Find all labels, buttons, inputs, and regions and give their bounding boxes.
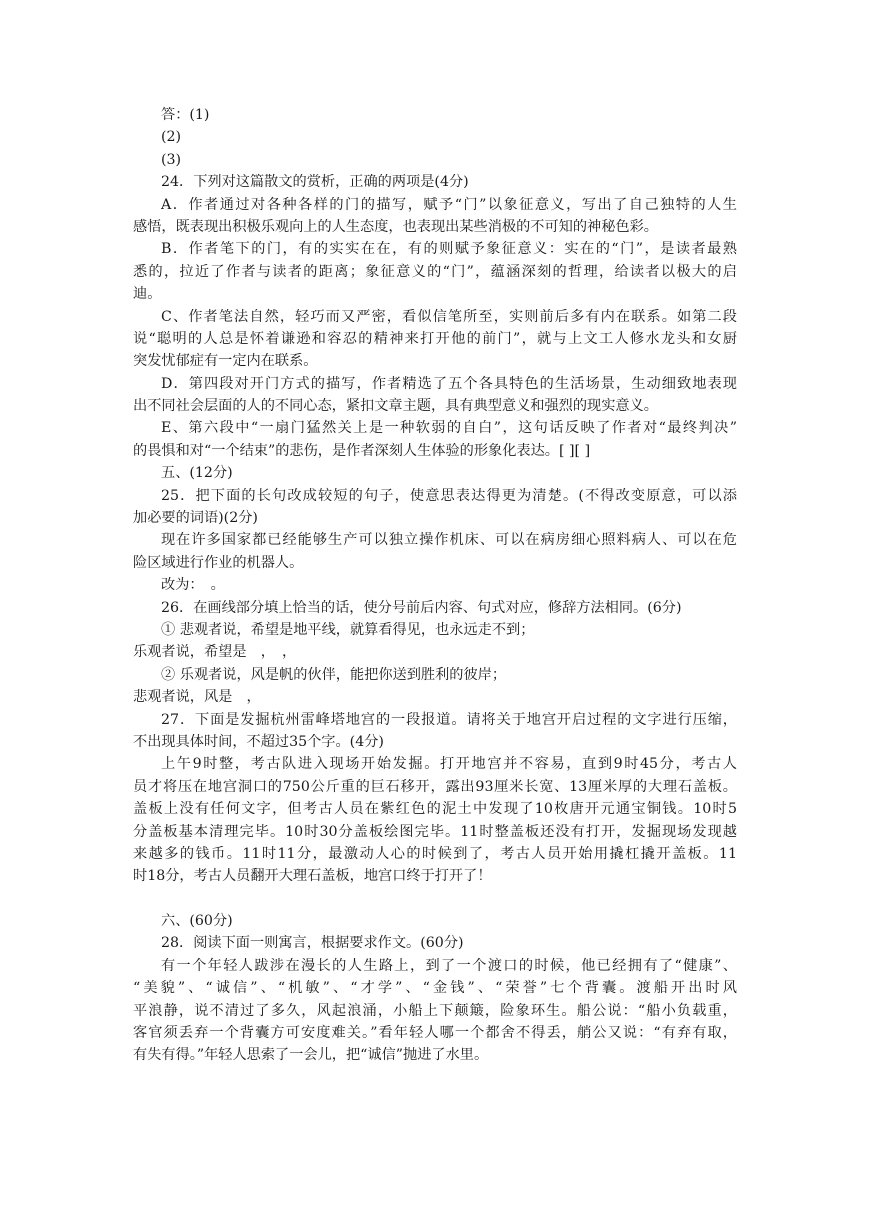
answer-label: 答：(1) xyxy=(161,107,210,123)
option-d-line-1: D．第四段对开门方式的描写，作者精选了五个各具特色的生活场景，生动细致地表现 xyxy=(161,375,737,392)
question-24-prompt: 24．下列对这篇散文的赏析，正确的两项是(4分) xyxy=(161,174,469,191)
document-body xyxy=(133,104,737,1067)
option-a-line-2: 感悟，既表现出积极乐观向上的人生态度，也表现出某些消极的不可知的神秘色彩。 xyxy=(133,218,658,235)
question-25-line-1: 25．把下面的长句改成较短的句子，使意思表达得更为清楚。(不得改变原意，可以添 xyxy=(161,487,737,504)
option-e-line-1: E、第六段中“一扇门猛然关上是一种软弱的自白”，这句话反映了作者对“最终判决” xyxy=(161,420,737,437)
fable-line-2: “美貌”、“诚信”、“机敏”、“才学”、“金钱”、“荣誉”七个背囊。渡船开出时风 xyxy=(133,980,737,997)
option-a-line-1: A．作者通过对各种各样的门的描写，赋予“门”以象征意义，写出了自己独特的人生 xyxy=(161,196,737,213)
option-b-line-2: 悉的，拉近了作者与读者的距离；象征意义的“门”，蕴涵深刻的哲理，给读者以极大的启 xyxy=(133,263,737,280)
report-line-6: 时18分，考古人员翻开大理石盖板，地宫口终于打开了！ xyxy=(133,868,492,885)
option-c-line-2: 说“聪明的人总是怀着谦逊和容忍的精神来打开他的前门”，就与上文工人修水龙头和女厨 xyxy=(133,330,737,347)
option-c-line-1: C、作者笔法自然，轻巧而又严密，看似信笔所至，实则前后多有内在联系。如第二段 xyxy=(161,308,737,325)
report-line-3: 盖板上没有任何文字，但考古人员在紫红色的泥土中发现了10枚唐开元通宝铜钱。10时5 xyxy=(133,801,737,818)
option-b-line-1: B．作者笔下的门，有的实实在在，有的则赋予象征意义：实在的“门”，是读者最熟 xyxy=(161,241,737,258)
fable-line-5: 有失有得。”年轻人思索了一会儿，把“诚信”抛进了水里。 xyxy=(133,1047,489,1064)
question-25-sentence-line-1: 现在许多国家都已经能够生产可以独立操作机床、可以在病房细心照料病人、可以在危 xyxy=(161,532,737,549)
report-line-1: 上午9时整，考古队进入现场开始发掘。打开地宫并不容易，直到9时45分，考古人 xyxy=(161,756,737,773)
question-26-item-2: ② 乐观者说，风是帆的伙伴，能把你送到胜利的彼岸； xyxy=(161,666,507,683)
question-25-sentence-line-2: 险区域进行作业的机器人。 xyxy=(133,554,304,571)
question-26-item-1-blank: 乐观者说，希望是 ， ， xyxy=(133,644,297,661)
question-28-prompt: 28．阅读下面一则寓言，根据要求作文。(60分) xyxy=(161,935,464,952)
fable-line-4: 客官须丢弃一个背囊方可安度难关。”看年轻人哪一个都舍不得丢，艄公又说：“有弃有取， xyxy=(133,1025,737,1042)
report-line-4: 分盖板基本清理完毕。10时30分盖板绘图完毕。11时整盖板还没有打开，发掘现场发现越 xyxy=(133,823,737,840)
option-c-line-3: 突发忧郁症有一定内在联系。 xyxy=(133,353,318,370)
option-e-line-2: 的畏惧和对“一个结束”的悲伤，是作者深刻人生体验的形象化表达。[ ][ ] xyxy=(133,442,591,459)
question-26-prompt: 26．在画线部分填上恰当的话，使分号前后内容、句式对应，修辞方法相同。(6分) xyxy=(161,599,682,616)
question-25-answer: 改为： 。 xyxy=(161,577,225,594)
question-27-line-2: 不出现具体时间，不超过35个字。(4分) xyxy=(133,733,384,750)
blank-spacer xyxy=(133,888,737,910)
question-25-line-2: 加必要的词语)(2分) xyxy=(133,510,258,527)
report-line-5: 来越多的钱币。11时11分，最激动人心的时候到了，考古人员开始用撬杠撬开盖板。11 xyxy=(133,845,737,862)
question-26-item-1: ① 悲观者说，希望是地平线，就算看得见，也永远走不到； xyxy=(161,621,535,638)
option-b-line-3: 迪。 xyxy=(133,286,162,303)
section-5-heading: 五、(12分) xyxy=(161,465,233,482)
report-line-2: 员才将压在地宫洞口的750公斤重的巨石移开，露出93厘米长宽、13厘米厚的大理石盖板。 xyxy=(133,778,737,795)
fable-line-1: 有一个年轻人跋涉在漫长的人生路上，到了一个渡口的时候，他已经拥有了“健康”、 xyxy=(161,957,737,974)
section-6-heading: 六、(60分) xyxy=(161,913,233,930)
question-26-item-2-blank: 悲观者说，风是 ， xyxy=(133,689,261,706)
answer-line-3: (3) xyxy=(161,151,182,168)
answer-line-2: (2) xyxy=(161,129,182,146)
option-d-line-2: 出不同社会层面的人的不同心态，紧扣文章主题，具有典型意义和强烈的现实意义。 xyxy=(133,398,658,415)
question-27-line-1: 27．下面是发掘杭州雷峰塔地宫的一段报道。请将关于地宫开启过程的文字进行压缩， xyxy=(161,711,737,728)
fable-line-3: 平浪静，说不清过了多久，风起浪涌，小船上下颠簸，险象环生。船公说：“船小负载重， xyxy=(133,1002,737,1019)
